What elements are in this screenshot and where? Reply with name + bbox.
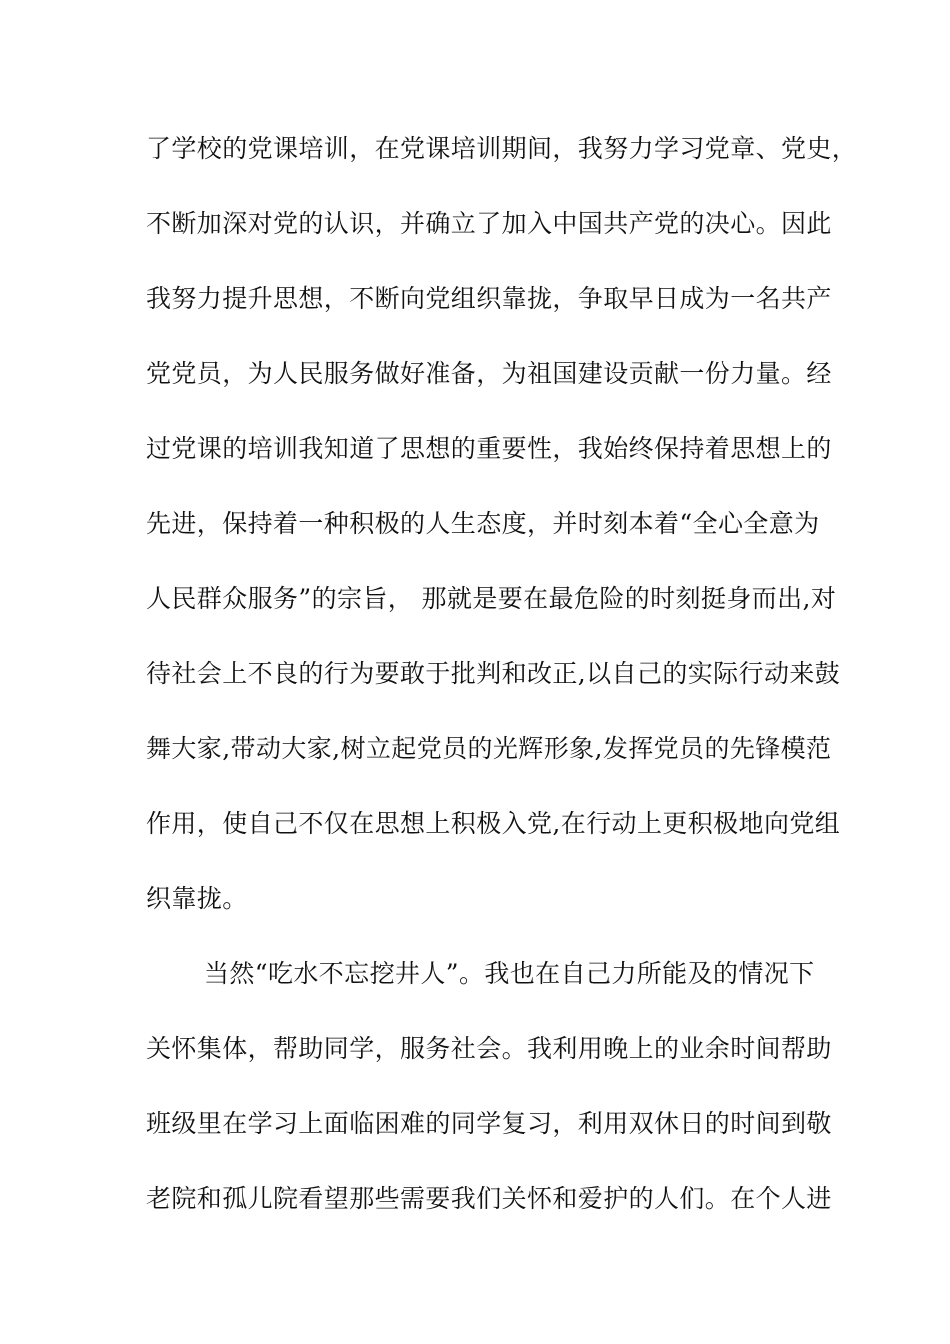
text-line: 舞大家,带动大家,树立起党员的光辉形象,发挥党员的先锋模范: [146, 734, 832, 763]
text-line: 我努力提升思想，不断向党组织靠拢，争取早日成为一名共产: [146, 284, 832, 313]
text-line: 了学校的党课培训，在党课培训期间，我努力学习党章、党史，: [146, 134, 858, 163]
text-line: 过党课的培训我知道了思想的重要性，我始终保持着思想上的: [146, 434, 832, 463]
text-line: 人民群众服务”的宗旨， 那就是要在最危险的时刻挺身而出,对: [146, 584, 837, 613]
text-line: 待社会上不良的行为要敢于批判和改正,以自己的实际行动来鼓: [146, 659, 841, 688]
text-line: 先进，保持着一种积极的人生态度，并时刻本着“全心全意为: [146, 509, 820, 538]
text-line: 党党员，为人民服务做好准备，为祖国建设贡献一份力量。经: [146, 359, 832, 388]
paragraph-start-line: 当然“吃水不忘挖井人”。我也在自己力所能及的情况下: [204, 959, 815, 988]
text-line: 织靠拢。: [146, 884, 248, 913]
text-line: 作用，使自己不仅在思想上积极入党,在行动上更积极地向党组: [146, 809, 841, 838]
text-line: 不断加深对党的认识，并确立了加入中国共产党的决心。因此: [146, 209, 832, 238]
body-text: [146, 126, 858, 1251]
text-line: 老院和孤儿院看望那些需要我们关怀和爱护的人们。在个人进: [146, 1184, 832, 1213]
text-line: 班级里在学习上面临困难的同学复习，利用双休日的时间到敬: [146, 1109, 832, 1138]
text-line: 关怀集体，帮助同学，服务社会。我利用晚上的业余时间帮助: [146, 1034, 832, 1063]
